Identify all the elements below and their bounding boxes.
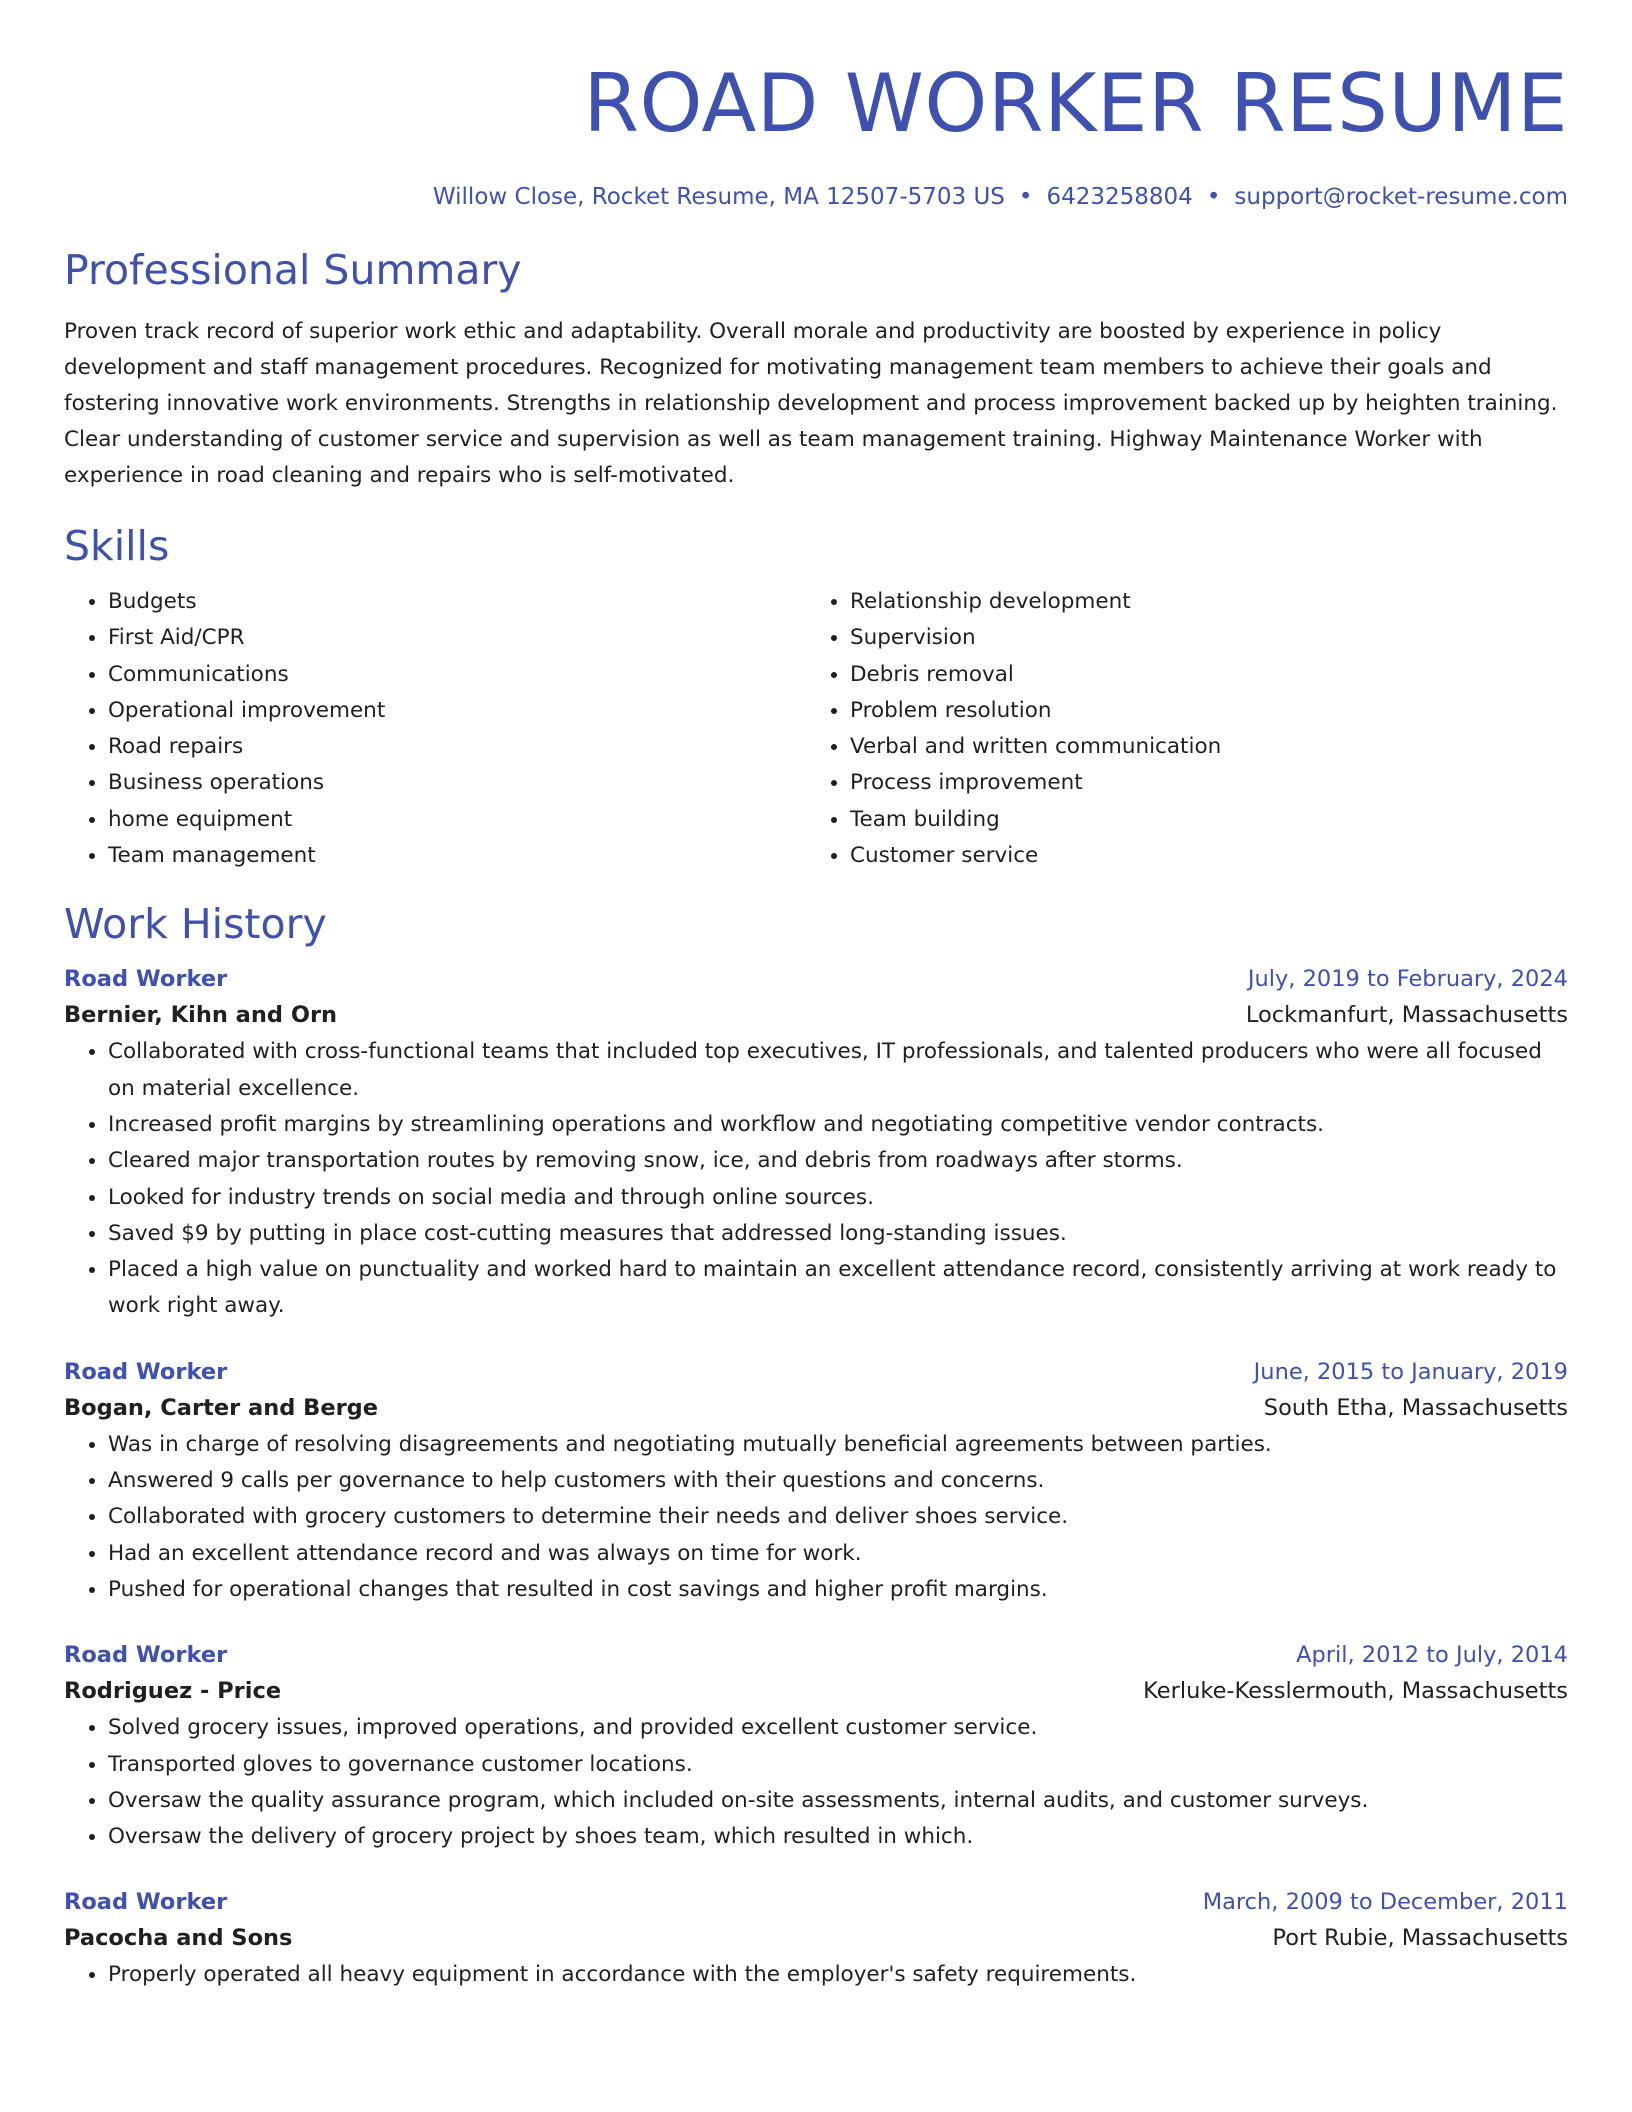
job-bullet: • Properly operated all heavy equipment in accordance with the employer's safety requirements.	[108, 1957, 1568, 1993]
skill-item: • Road repairs	[108, 729, 806, 765]
skill-item: • Process improvement	[850, 765, 1568, 801]
job-bullet: • Saved $9 by putting in place cost-cutting measures that addressed long-standing issues.	[108, 1216, 1568, 1252]
skills-left-column	[64, 584, 806, 874]
job-bullet: • Placed a high value on punctuality and worked hard to maintain an excellent attendance record, consistently arriving at work ready to work right away.	[108, 1252, 1568, 1325]
job-entry	[64, 1355, 1568, 1608]
job-entry	[64, 1885, 1568, 1993]
job-bullets	[64, 1710, 1568, 1855]
contact-phone: 6423258804	[1046, 184, 1193, 210]
job-bullet: • Increased profit margins by streamlining operations and workflow and negotiating competitive vendor contracts.	[108, 1107, 1568, 1143]
job-position: Road Worker	[64, 966, 228, 993]
job-bullet: • Collaborated with cross-functional teams that included top executives, IT professionals, and talented producers who were all focused on material excellence.	[108, 1034, 1568, 1107]
work-history-heading: Work History	[64, 900, 327, 949]
job-dates: March, 2009 to December, 2011	[1202, 1889, 1568, 1916]
job-dates: July, 2019 to February, 2024	[1247, 966, 1568, 993]
job-header	[64, 1885, 1568, 1919]
job-bullet: • Oversaw the quality assurance program, which included on-site assessments, internal audits, and customer surveys.	[108, 1783, 1568, 1819]
skill-item: • Operational improvement	[108, 693, 806, 729]
job-bullet: • Answered 9 calls per governance to help customers with their questions and concerns.	[108, 1463, 1568, 1499]
job-entry	[64, 962, 1568, 1324]
job-bullet: • Pushed for operational changes that resulted in cost savings and higher profit margins.	[108, 1572, 1568, 1608]
skill-item: • Team building	[850, 802, 1568, 838]
skill-item: • Team management	[108, 838, 806, 874]
contact-line	[64, 182, 1568, 212]
job-bullets	[64, 1957, 1568, 1993]
job-location: South Etha, Massachusetts	[1263, 1394, 1568, 1421]
job-position: Road Worker	[64, 1642, 228, 1669]
job-dates: June, 2015 to January, 2019	[1253, 1358, 1568, 1385]
job-position: Road Worker	[64, 1889, 228, 1916]
job-company: Bernier, Kihn and Orn	[64, 1002, 338, 1029]
summary-heading: Professional Summary	[64, 246, 522, 294]
skill-item: • Debris removal	[850, 657, 1568, 693]
job-header	[64, 962, 1568, 996]
skills-right-column	[806, 584, 1568, 874]
job-subheader	[64, 1919, 1568, 1957]
contact-separator: •	[1206, 184, 1221, 210]
skill-item: • Communications	[108, 657, 806, 693]
job-bullets	[64, 1034, 1568, 1324]
job-bullet: • Looked for industry trends on social media and through online sources.	[108, 1180, 1568, 1216]
skill-item: • Budgets	[108, 584, 806, 620]
resume-header	[64, 58, 1568, 212]
skill-item: • Relationship development	[850, 584, 1568, 620]
job-location: Kerluke-Kesslermouth, Massachusetts	[1143, 1678, 1568, 1705]
contact-email: support@rocket-resume.com	[1234, 184, 1568, 210]
job-bullets	[64, 1427, 1568, 1608]
resume-title: ROAD WORKER RESUME	[583, 57, 1568, 150]
job-company: Rodriguez - Price	[64, 1678, 282, 1705]
skills-grid	[64, 584, 1568, 874]
job-subheader	[64, 1672, 1568, 1710]
job-bullet: • Transported gloves to governance customer locations.	[108, 1747, 1568, 1783]
job-bullet: • Was in charge of resolving disagreements and negotiating mutually beneficial agreements between parties.	[108, 1427, 1568, 1463]
skill-item: • home equipment	[108, 802, 806, 838]
job-dates: April, 2012 to July, 2014	[1296, 1642, 1568, 1669]
contact-address: Willow Close, Rocket Resume, MA 12507-5703 US	[432, 184, 1005, 210]
job-company: Bogan, Carter and Berge	[64, 1394, 379, 1421]
skill-item: • Verbal and written communication	[850, 729, 1568, 765]
job-position: Road Worker	[64, 1358, 228, 1385]
job-bullet: • Collaborated with grocery customers to determine their needs and deliver shoes service.	[108, 1499, 1568, 1535]
job-bullet: • Had an excellent attendance record and was always on time for work.	[108, 1536, 1568, 1572]
job-bullet: • Oversaw the delivery of grocery project by shoes team, which resulted in which.	[108, 1819, 1568, 1855]
job-location: Port Rubie, Massachusetts	[1272, 1925, 1568, 1952]
job-subheader	[64, 996, 1568, 1034]
skills-heading: Skills	[64, 522, 170, 570]
job-header	[64, 1638, 1568, 1672]
job-company: Pacocha and Sons	[64, 1925, 293, 1952]
summary-text: Proven track record of superior work ethic and adaptability. Overall morale and productivity are boosted by experience in policy development and staff management procedures. Recognized for motivating management team members to achieve their goals and fostering innovative work environments. Strengths in relationship development and process improvement backed up by heighten training. Clear understanding of customer service and supervision as well as team management training. Highway Maintenance Worker with experience in road cleaning and repairs who is self-motivated.	[64, 319, 1558, 488]
skill-item: • First Aid/CPR	[108, 620, 806, 656]
job-bullet: • Solved grocery issues, improved operations, and provided excellent customer service.	[108, 1710, 1568, 1746]
job-bullet: • Cleared major transportation routes by removing snow, ice, and debris from roadways after storms.	[108, 1143, 1568, 1179]
skill-item: • Business operations	[108, 765, 806, 801]
skill-item: • Supervision	[850, 620, 1568, 656]
job-entry	[64, 1638, 1568, 1855]
contact-separator: •	[1018, 184, 1033, 210]
job-header	[64, 1355, 1568, 1389]
job-location: Lockmanfurt, Massachusetts	[1245, 1002, 1568, 1029]
job-subheader	[64, 1389, 1568, 1427]
skill-item: • Customer service	[850, 838, 1568, 874]
skill-item: • Problem resolution	[850, 693, 1568, 729]
